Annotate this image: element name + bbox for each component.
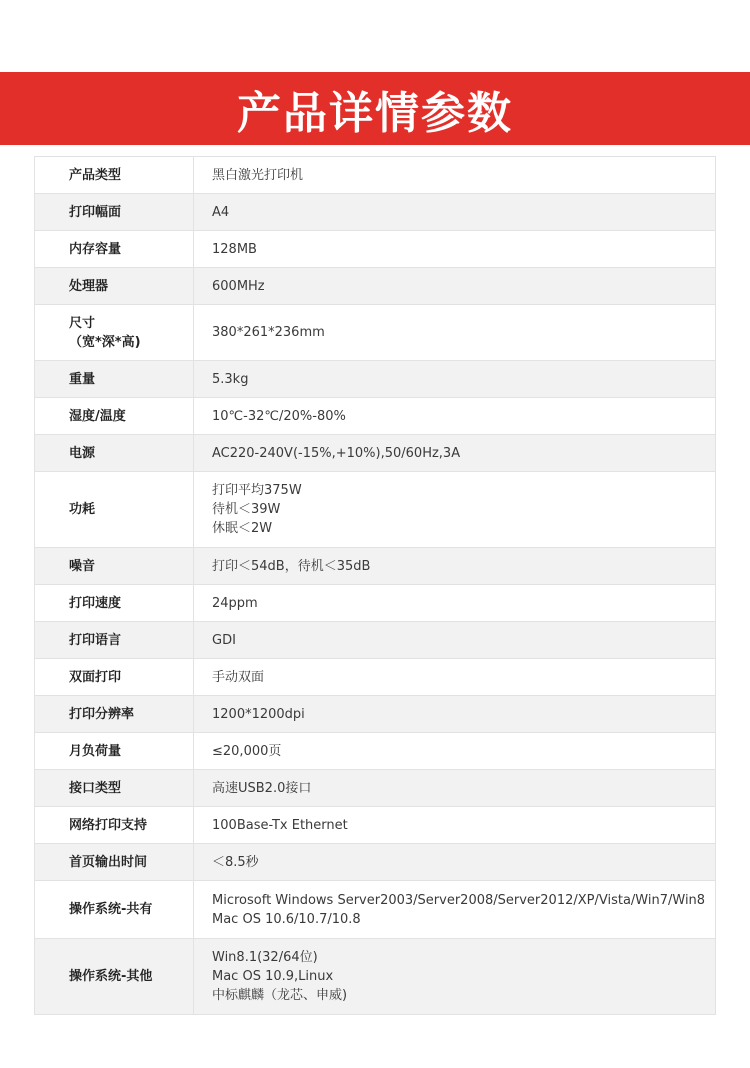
- spec-label: 尺寸: [69, 315, 96, 331]
- spec-value-cell: [194, 807, 716, 844]
- spec-value-cell: [194, 305, 716, 361]
- spec-value: 5.3kg: [212, 371, 249, 387]
- table-row: [35, 398, 716, 435]
- spec-label-cell: [35, 361, 194, 398]
- spec-label-cell: [35, 157, 194, 194]
- spec-label: 重量: [69, 371, 96, 387]
- spec-label-cell: [35, 585, 194, 622]
- spec-label: 湿度/温度: [69, 408, 126, 424]
- spec-value-cell: [194, 157, 716, 194]
- spec-label-cell: [35, 435, 194, 472]
- spec-value: 中标麒麟（龙芯、申威): [212, 988, 348, 1003]
- spec-label-cell: [35, 881, 194, 939]
- table-row: [35, 770, 716, 807]
- spec-value: Mac OS 10.6/10.7/10.8: [212, 911, 361, 927]
- spec-label-cell: [35, 733, 194, 770]
- spec-label: 打印分辨率: [69, 706, 135, 722]
- spec-value: 1200*1200dpi: [212, 706, 305, 722]
- page-title: 产品详情参数: [237, 87, 513, 139]
- spec-table: [34, 156, 716, 1015]
- spec-label-sub: （宽*深*高): [69, 334, 141, 350]
- spec-value-cell: [194, 548, 716, 585]
- spec-label: 操作系统-其他: [69, 969, 153, 984]
- spec-value-cell: [194, 585, 716, 622]
- spec-value: 380*261*236mm: [212, 325, 325, 340]
- spec-label: 接口类型: [69, 780, 122, 796]
- spec-label: 操作系统-共有: [69, 902, 153, 917]
- spec-value: 10℃-32℃/20%-80%: [212, 408, 346, 424]
- spec-value: 24ppm: [212, 595, 258, 611]
- table-row: [35, 733, 716, 770]
- spec-label-cell: [35, 844, 194, 881]
- spec-label-cell: [35, 659, 194, 696]
- spec-value: 100Base-Tx Ethernet: [212, 817, 348, 833]
- table-row: [35, 361, 716, 398]
- spec-value: 高速USB2.0接口: [212, 780, 312, 796]
- table-row: [35, 194, 716, 231]
- spec-value: ≤20,000页: [212, 743, 282, 759]
- spec-value: 128MB: [212, 241, 257, 257]
- spec-value-cell: [194, 398, 716, 435]
- spec-value-cell: [194, 659, 716, 696]
- spec-value-cell: [194, 881, 716, 939]
- spec-value: A4: [212, 204, 230, 220]
- spec-value-cell: [194, 268, 716, 305]
- spec-value: 休眠＜2W: [212, 521, 273, 536]
- spec-label-cell: [35, 194, 194, 231]
- table-row: [35, 939, 716, 1015]
- spec-label: 首页输出时间: [69, 854, 148, 870]
- spec-value: AC220-240V(-15%,+10%),50/60Hz,3A: [212, 445, 461, 461]
- spec-value-cell: [194, 435, 716, 472]
- spec-value: 黑白激光打印机: [212, 167, 304, 183]
- table-row: [35, 268, 716, 305]
- spec-label-cell: [35, 548, 194, 585]
- spec-value: Microsoft Windows Server2003/Server2008/Server2012/XP/Vista/Win7/Win8: [212, 892, 706, 908]
- spec-label: 处理器: [69, 278, 109, 294]
- spec-label: 月负荷量: [69, 743, 122, 759]
- spec-label: 网络打印支持: [69, 817, 148, 833]
- spec-value-cell: [194, 844, 716, 881]
- table-row: [35, 881, 716, 939]
- spec-label-cell: [35, 398, 194, 435]
- table-row: [35, 659, 716, 696]
- spec-value-cell: [194, 770, 716, 807]
- spec-value: Mac OS 10.9,Linux: [212, 969, 334, 984]
- spec-value-cell: [194, 622, 716, 659]
- spec-label-cell: [35, 268, 194, 305]
- spec-label-cell: [35, 305, 194, 361]
- spec-label-cell: [35, 231, 194, 268]
- table-row: [35, 231, 716, 268]
- spec-label-cell: [35, 939, 194, 1015]
- spec-value: GDI: [212, 632, 236, 648]
- spec-value-cell: [194, 733, 716, 770]
- spec-label: 打印幅面: [69, 204, 122, 220]
- spec-value-cell: [194, 696, 716, 733]
- spec-label: 功耗: [69, 502, 96, 517]
- table-row: [35, 844, 716, 881]
- spec-label: 内存容量: [69, 241, 122, 257]
- spec-label: 打印语言: [69, 632, 122, 648]
- spec-label-cell: [35, 622, 194, 659]
- spec-label-cell: [35, 472, 194, 548]
- spec-value-cell: [194, 361, 716, 398]
- spec-value: Win8.1(32/64位): [212, 950, 318, 965]
- spec-value: 打印＜54dB，待机＜35dB: [212, 558, 371, 574]
- table-row: [35, 305, 716, 361]
- spec-label: 双面打印: [69, 669, 122, 685]
- spec-value-cell: [194, 472, 716, 548]
- spec-value-cell: [194, 194, 716, 231]
- spec-label: 电源: [69, 445, 96, 461]
- spec-value: 打印平均375W: [212, 483, 302, 498]
- spec-value: 600MHz: [212, 278, 265, 294]
- spec-value: 手动双面: [212, 669, 265, 685]
- table-row: [35, 548, 716, 585]
- header-banner: [0, 72, 750, 145]
- spec-value: 待机＜39W: [212, 502, 281, 517]
- spec-label: 打印速度: [69, 595, 122, 611]
- spec-label-cell: [35, 770, 194, 807]
- spec-label-cell: [35, 807, 194, 844]
- table-row: [35, 622, 716, 659]
- spec-label-cell: [35, 696, 194, 733]
- table-row: [35, 696, 716, 733]
- table-row: [35, 585, 716, 622]
- table-row: [35, 435, 716, 472]
- table-row: [35, 157, 716, 194]
- spec-value: ＜8.5秒: [212, 854, 259, 870]
- spec-label: 噪音: [69, 558, 96, 574]
- spec-value-cell: [194, 939, 716, 1015]
- table-row: [35, 472, 716, 548]
- spec-label: 产品类型: [69, 167, 122, 183]
- table-row: [35, 807, 716, 844]
- spec-value-cell: [194, 231, 716, 268]
